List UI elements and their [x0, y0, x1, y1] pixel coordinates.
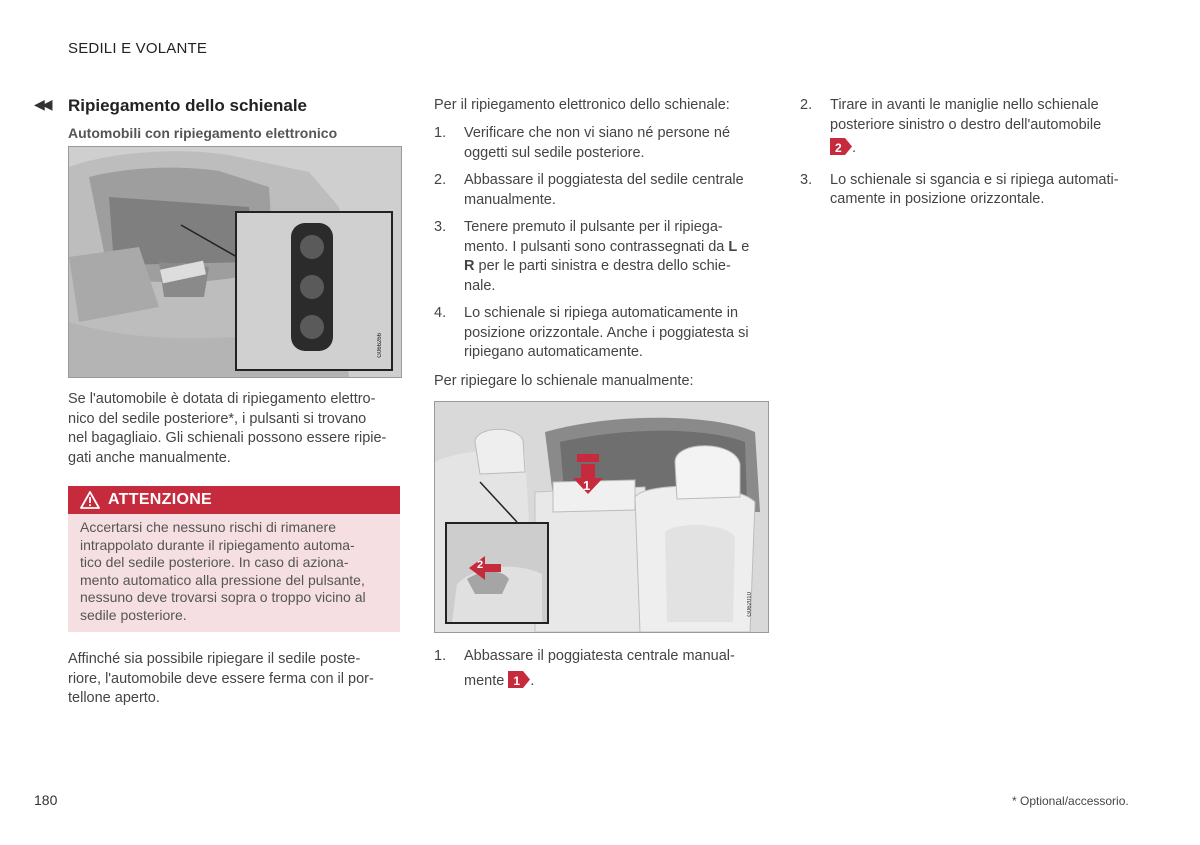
warning-line: nessuno deve trovarsi sopra o troppo vicino al: [80, 589, 366, 605]
step-line: [464, 257, 769, 277]
step-text: per le parti sinistra e destra dello schie-: [474, 258, 731, 274]
step-text: mente: [464, 672, 505, 689]
intro-line: nel bagagliaio. Gli schienali possono essere ripie-: [68, 430, 387, 446]
intro-line: Se l'automobile è dotata di ripiegamento elettro-: [68, 391, 376, 407]
step-end: .: [852, 140, 857, 156]
intro-line: nico del sedile posteriore*, i pulsanti si trovano: [68, 410, 367, 427]
warning-text: [80, 519, 390, 624]
button-panel-inset: [235, 211, 393, 371]
step-item: [434, 647, 769, 691]
raise-button[interactable]: [300, 315, 324, 339]
warning-line: Accertarsi che nessuno rischi di rimanere: [80, 519, 336, 535]
step-line: nale.: [464, 277, 496, 294]
intro-paragraph: [68, 390, 403, 468]
rear-seat-illustration: [434, 401, 769, 633]
step-number: 2.: [800, 97, 813, 113]
manual-intro: Per ripiegare lo schienale manualmente:: [434, 373, 694, 389]
step-number: 2.: [434, 172, 447, 188]
fold-right-button[interactable]: [300, 275, 324, 299]
electronic-steps: [434, 124, 769, 371]
warning-triangle-icon: [80, 491, 100, 509]
closing-paragraph: [68, 650, 403, 709]
step-item: [800, 96, 1140, 159]
right-label: R: [464, 258, 475, 274]
step-line: ripiegano automaticamente.: [464, 344, 643, 360]
step-line: oggetti sul sedile posteriore.: [464, 144, 645, 161]
chevron-back-icon[interactable]: ◀◀: [34, 96, 50, 112]
step-item: [434, 218, 769, 296]
step-line: [830, 138, 1140, 159]
callout-1-label: 1: [583, 478, 591, 493]
step-item: [434, 171, 769, 210]
closing-line: tellone aperto.: [68, 690, 160, 706]
warning-title: ATTENZIONE: [108, 491, 213, 508]
step-item: [434, 124, 769, 163]
electronic-intro: Per il ripiegamento elettronico dello schienale:: [434, 97, 730, 113]
section-title: Ripiegamento dello schienale: [68, 96, 308, 115]
warning-line: intrappolato durante il ripiegamento automa-: [80, 536, 355, 553]
step-line: Lo schienale si sgancia e si ripiega automati-: [830, 171, 1119, 188]
badge-label: 1: [513, 673, 521, 688]
callout-badge-2: [830, 138, 852, 155]
step-end: .: [530, 672, 535, 689]
warning-header: [68, 486, 400, 514]
warning-box: [68, 486, 400, 632]
warning-line: tico del sedile posteriore. In caso di aziona-: [80, 554, 349, 570]
step-line: Abbassare il poggiatesta centrale manual-: [464, 648, 735, 664]
closing-line: Affinché sia possibile ripiegare il sedile poste-: [68, 651, 361, 667]
step-item: [800, 171, 1140, 210]
trunk-button-illustration: [68, 146, 402, 378]
step-number: 3.: [800, 171, 813, 188]
left-label: L: [728, 238, 738, 255]
step-text: e: [737, 238, 750, 255]
figure-code: G062010: [747, 592, 753, 617]
step-number: 1.: [434, 648, 447, 664]
step-line: [464, 671, 769, 692]
step-number: 4.: [434, 305, 447, 321]
step-line: Abbassare il poggiatesta del sedile centrale: [464, 172, 744, 188]
step-line: Tenere premuto il pulsante per il ripiega-: [464, 219, 723, 235]
step-line: manualmente.: [464, 191, 556, 208]
warning-line: sedile posteriore.: [80, 606, 187, 623]
running-header: SEDILI E VOLANTE: [68, 40, 208, 57]
subheading: Automobili con ripiegamento elettronico: [68, 125, 338, 141]
closing-line: riore, l'automobile deve essere ferma con il por-: [68, 670, 374, 687]
intro-line: gati anche manualmente.: [68, 449, 231, 466]
badge-label: 2: [835, 141, 842, 155]
step-line: Verificare che non vi siano né persone né: [464, 125, 731, 141]
manual-steps-col2: [434, 647, 769, 699]
handle-inset-svg: [447, 524, 547, 622]
button-panel: [291, 223, 333, 351]
step-line: [464, 238, 769, 258]
step-item: [434, 304, 769, 363]
step-line: camente in posizione orizzontale.: [830, 191, 1045, 207]
step-line: posteriore sinistro o destro dell'automobile: [830, 116, 1102, 133]
step-number: 1.: [434, 125, 447, 141]
step-number: 3.: [434, 219, 447, 235]
page-number: 180: [34, 792, 58, 808]
figure-code: G066266: [377, 333, 383, 358]
fold-left-button[interactable]: [300, 235, 324, 259]
step-line: Tirare in avanti le maniglie nello schienale: [830, 97, 1099, 113]
step-line: posizione orizzontale. Anche i poggiatesta si: [464, 324, 749, 341]
callout-badge-1: [508, 671, 530, 688]
callout-2-label: 2: [477, 559, 484, 571]
footnote: * Optional/accessorio.: [1012, 794, 1129, 808]
step-line: Lo schienale si ripiega automaticamente in: [464, 305, 739, 321]
handle-inset: [445, 522, 549, 624]
warning-line: mento automatico alla pressione del pulsante,: [80, 571, 365, 588]
step-text: mento. I pulsanti sono contrassegnati da: [464, 238, 729, 255]
manual-steps-col3: [800, 96, 1140, 218]
